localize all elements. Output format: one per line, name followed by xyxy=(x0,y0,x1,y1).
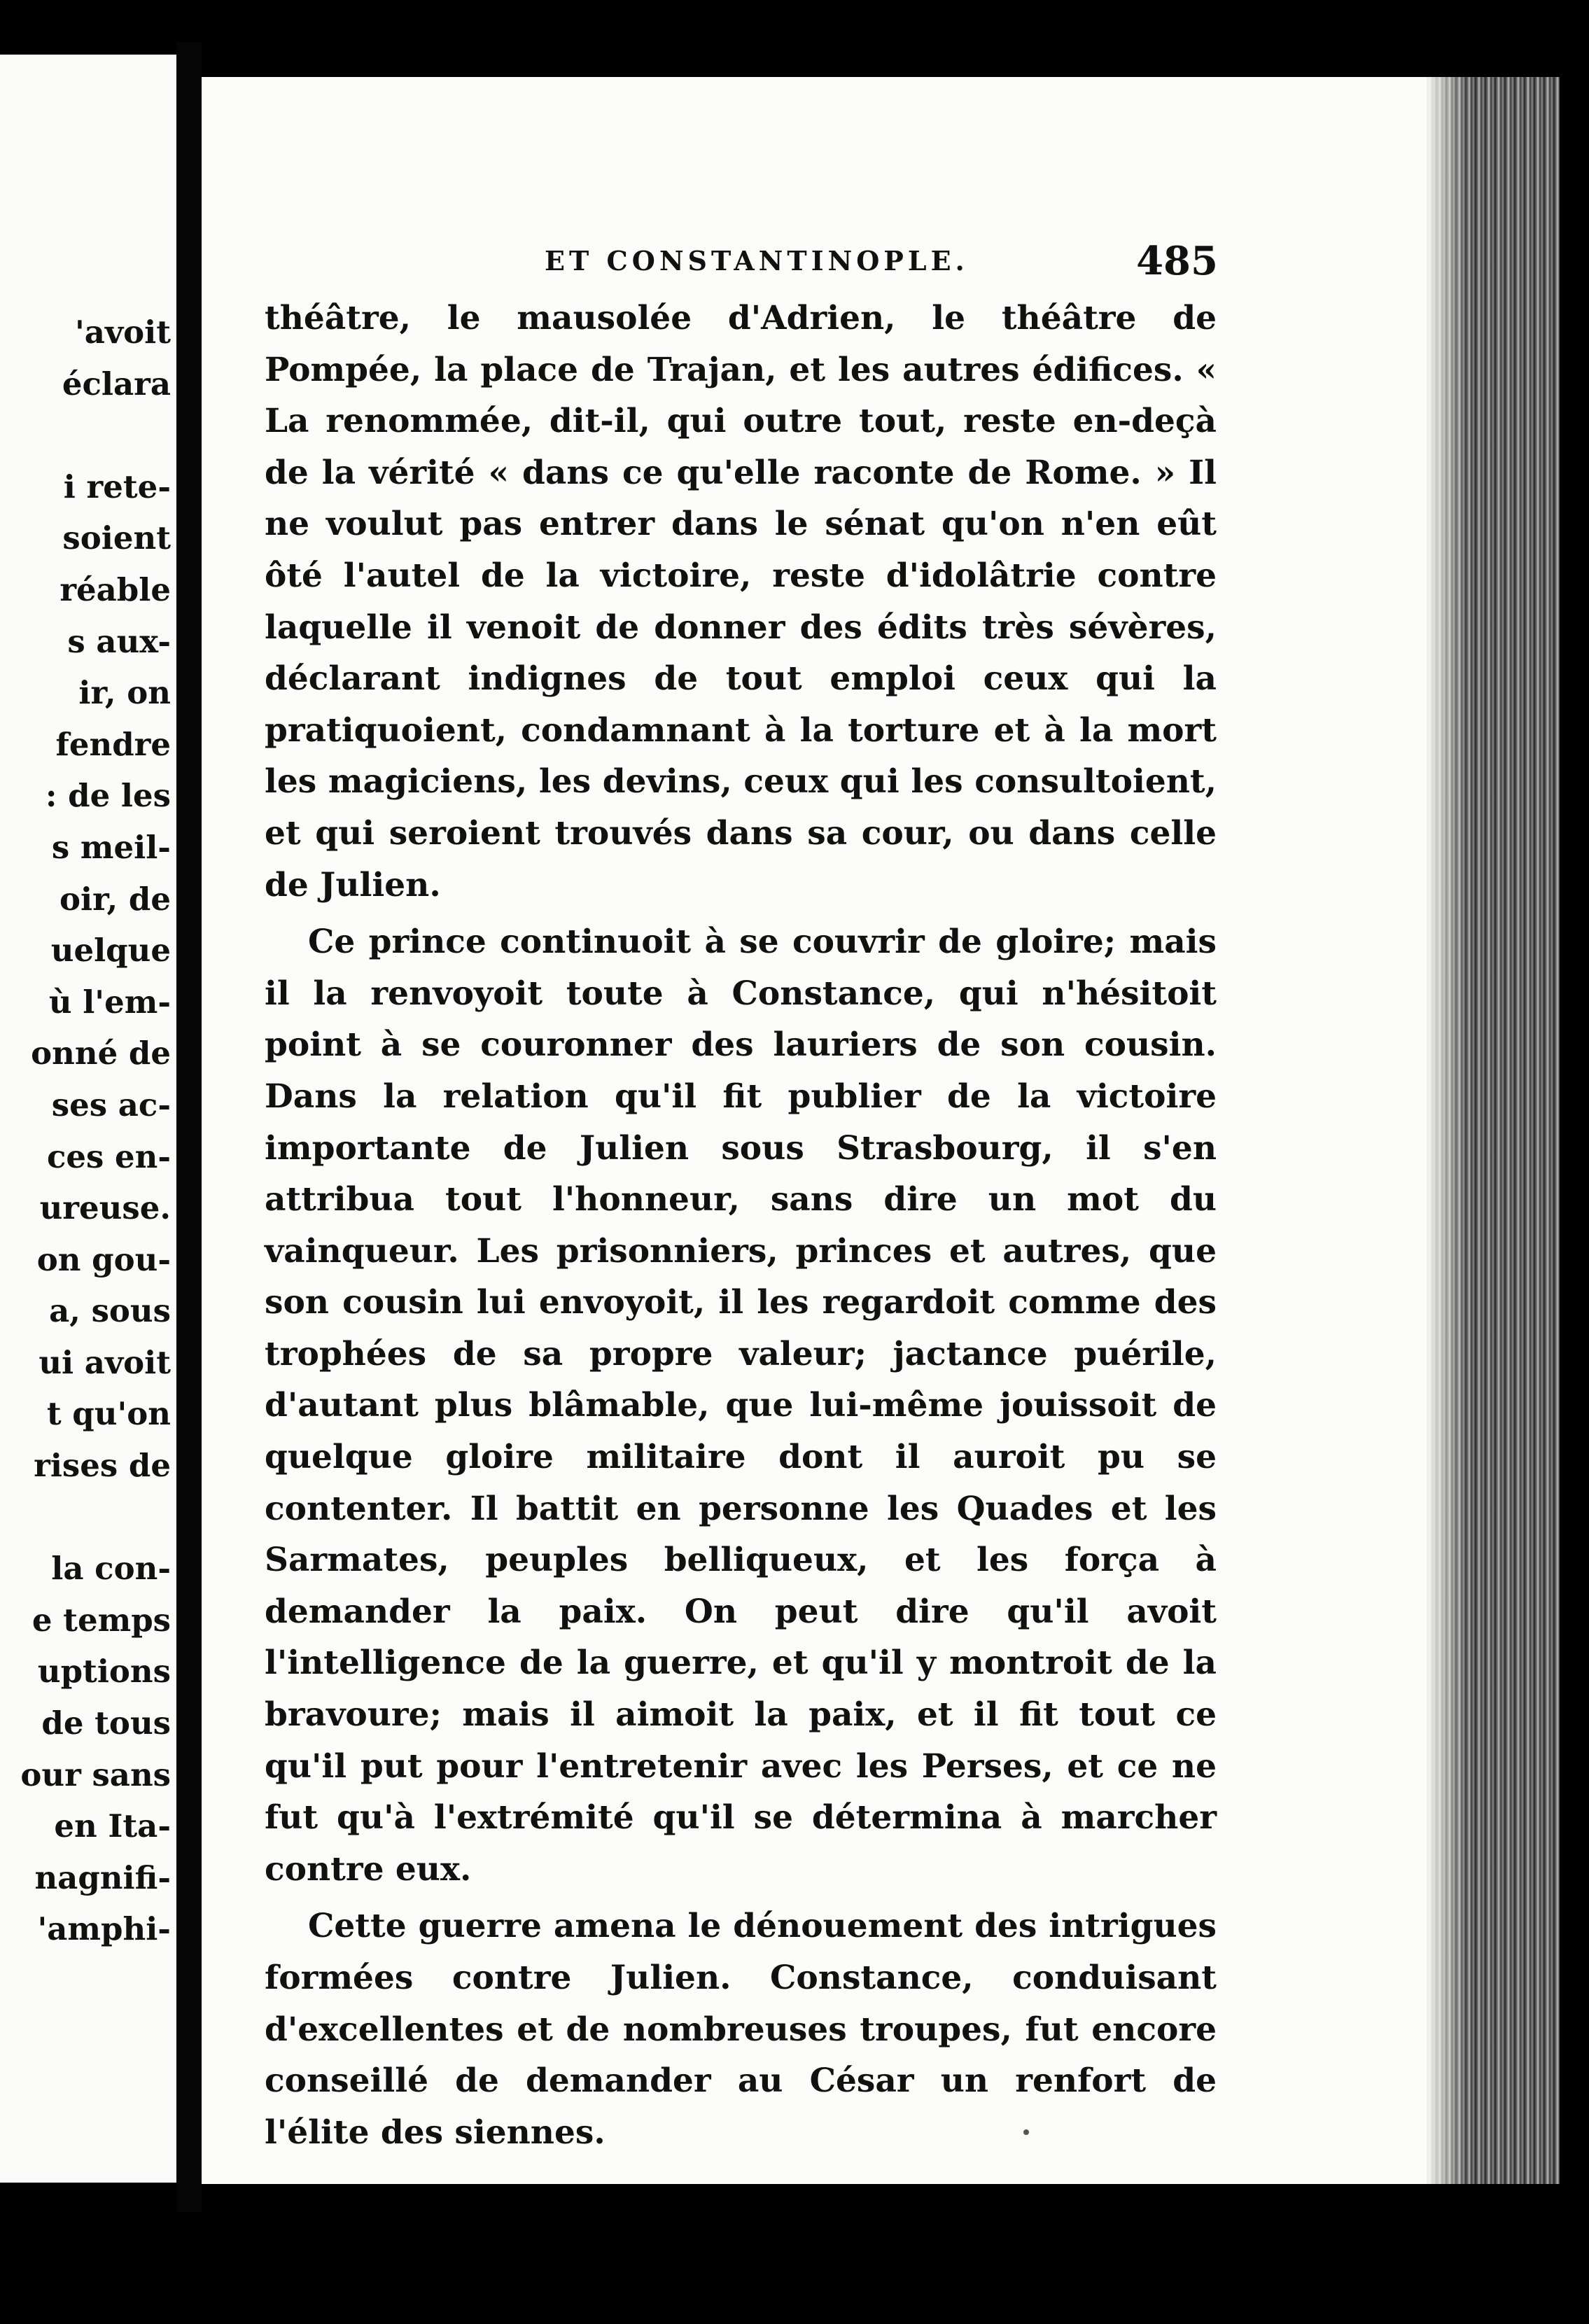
left-line: de tous xyxy=(41,1704,171,1742)
paragraph: Ce prince continuoit à se couvrir de gloire; mais il la renvoyoit toute à Constance, qui n'hésitoit point à se couronner des lauriers de son cousin. Dans la relation qu'il fit publier de la victoire importante de Julien sous Strasbourg, il s'en attribua tout l'honneur, sans dire un mot du vainqueur. Les prisonniers, princes et autres, que son cousin lui envoyoit, il les regardoit comme des trophées de sa propre valeur; jactance puérile, d'autant plus blâmable, que lui-même jouissoit de quelque gloire militaire dont il auroit pu se contenter. Il battit en personne les Quades et les Sarmates, peuples belliqueux, et les força à demander la paix. On peut dire qu'il avoit l'intelligence de la guerre, et qu'il y montroit de la bravoure; mais il aimoit la paix, et il fit tout ce qu'il put pour l'entretenir avec les Perses, et ce ne fut qu'à l'extrémité qu'il se détermina à marcher contre eux. xyxy=(265,923,1217,1889)
left-line: ces en- xyxy=(46,1138,171,1175)
left-line xyxy=(20,410,171,461)
left-line: : de les xyxy=(45,777,171,815)
left-line: en Ita- xyxy=(54,1807,171,1845)
left-page xyxy=(0,55,176,2183)
left-line: ses ac- xyxy=(51,1086,171,1124)
page-number: 485 xyxy=(1136,238,1218,284)
left-line: i rete- xyxy=(63,468,171,505)
left-line: on gou- xyxy=(36,1240,171,1278)
body-text xyxy=(265,293,1217,2158)
page-edge-fade xyxy=(1427,77,1469,2184)
running-head: ET CONSTANTINOPLE. xyxy=(545,245,969,276)
left-line: 'avoit xyxy=(75,314,171,351)
left-line: la con- xyxy=(51,1550,171,1588)
left-line: a, sous xyxy=(49,1292,171,1330)
left-line: 'amphi- xyxy=(37,1910,171,1948)
left-line: ureuse. xyxy=(39,1189,171,1227)
left-line: ir, on xyxy=(78,674,171,712)
left-line: uelque xyxy=(50,932,171,969)
left-line: t qu'on xyxy=(46,1395,171,1433)
left-line: soient xyxy=(62,519,171,557)
left-line: uptions xyxy=(37,1653,171,1690)
binding-gutter xyxy=(176,42,202,2212)
left-line: ui avoit xyxy=(38,1343,171,1381)
paragraph: théâtre, le mausolée d'Adrien, le théâtre de Pompée, la place de Trajan, et les autres édifices. « La renommée, dit-il, qui outre tout, reste en-deçà de la vérité « dans ce qu'elle raconte de Rome. » Il ne voulut pas entrer dans le sénat qu'on n'en eût ôté l'autel de la victoire, reste d'idolâtrie contre laquelle il venoit de donner des édits très sévères, déclarant indignes de tout emploi ceux qui la pratiquoient, condamnant à la torture et à la mort les magiciens, les devins, ceux qui les consultoient, et qui seroient trouvés dans sa cour, ou dans celle de Julien. xyxy=(265,299,1217,904)
left-line: rises de xyxy=(34,1447,171,1485)
left-line: oir, de xyxy=(59,880,171,918)
left-line: e temps xyxy=(31,1601,171,1639)
page-header xyxy=(266,238,1218,287)
left-line: ù l'em- xyxy=(48,983,171,1021)
left-page-text xyxy=(20,307,171,1955)
left-line: s meil- xyxy=(51,828,171,866)
left-line: réable xyxy=(59,570,171,608)
left-line: onné de xyxy=(31,1035,171,1072)
paragraph: Cette guerre amena le dénouement des intrigues formées contre Julien. Constance, conduisant d'excellentes et de nombreuses troupes, fut encore conseillé de demander au César un renfort de l'élite des siennes. xyxy=(265,1907,1217,2152)
left-line: our sans xyxy=(20,1756,171,1793)
ink-speck xyxy=(1023,2129,1029,2135)
left-line: s aux- xyxy=(67,622,171,660)
left-line xyxy=(20,1492,171,1544)
left-line: éclara xyxy=(62,365,171,402)
left-line: fendre xyxy=(55,725,171,763)
left-line: nagnifi- xyxy=(34,1858,171,1896)
